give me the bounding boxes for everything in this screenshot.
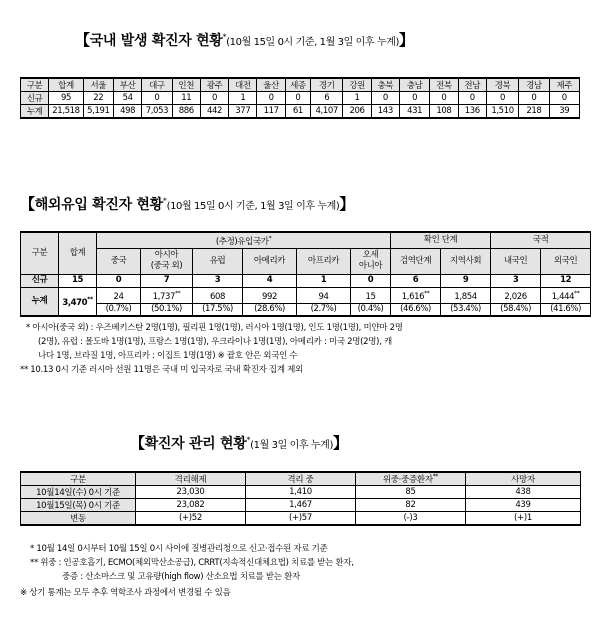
domestic-header-cell: 구분 [21, 78, 49, 92]
domestic-header-cell: 경기 [311, 78, 343, 92]
imported-cum-total-mark: ** [87, 296, 93, 304]
table-cell: 신규 [21, 92, 49, 105]
domestic-header-cell: 부산 [113, 78, 141, 92]
table-cell: 0 [371, 92, 399, 105]
table-cell: (46.6%) [391, 303, 441, 316]
cum-value: 2,026 [504, 291, 527, 302]
table-cell: 누계 [21, 287, 59, 316]
management-note-2: ** 위중 : 인공호흡기, ECMO(체외막산소공급), CRRT(지속적신대체요법) 치료를 받는 환자, [30, 558, 354, 568]
management-note-3: 중증 : 산소마스크 및 고유량(high flow) 산소요법 치료를 받는 환자 [62, 572, 300, 582]
cum-value: 15 [365, 291, 376, 302]
imported-header-cell: 아메리카 [243, 248, 297, 274]
table-cell: (+)52 [136, 512, 246, 526]
section-title-imported: 【해외유입 확진자 현황*(10월 15일 0시 기준, 1월 3일 이후 누계)】 [20, 195, 355, 213]
table-cell: (53.4%) [441, 303, 491, 316]
table-cell: (2.7%) [297, 303, 351, 316]
imported-header-row-1 [21, 232, 591, 248]
imported-new-row [21, 274, 591, 287]
cum-mark: ** [175, 289, 181, 297]
domestic-header-cell: 전북 [430, 78, 458, 92]
table-cell: 0 [549, 92, 579, 105]
table-cell [391, 287, 441, 303]
table-cell: (28.6%) [243, 303, 297, 316]
table-cell: 10월14일(수) 0시 기준 [21, 486, 136, 499]
management-header-cell: 격리 중 [246, 472, 356, 486]
table-cell: 0 [142, 92, 172, 105]
table-cell: 61 [285, 105, 310, 119]
domestic-header-cell: 대구 [142, 78, 172, 92]
table-cell [193, 287, 243, 303]
domestic-header-cell: 합계 [49, 78, 83, 92]
cum-mark: ** [424, 289, 430, 297]
imported-note-2: (2명), 유럽 : 몰도바 1명(1명), 프랑스 1명(1명), 우크라이나 1명(1명), 아메리카 : 미국 2명(2명), 캐 [38, 337, 392, 347]
domestic-header-cell: 경남 [519, 78, 549, 92]
table-cell: 7 [141, 274, 193, 287]
table-cell: 438 [466, 486, 581, 499]
table-cell [97, 287, 141, 303]
management-note-1: * 10월 14일 0시부터 10월 15일 0시 사이에 질병관리청으로 신고·접수된 자료 기준 [30, 544, 328, 554]
management-row-oct14 [21, 486, 581, 499]
imported-header-row-2 [21, 248, 591, 274]
table-cell [441, 287, 491, 303]
domestic-header-cell: 충남 [399, 78, 429, 92]
management-header-cell: 사망자 [466, 472, 581, 486]
table-cell [243, 287, 297, 303]
imported-header-region [97, 232, 391, 248]
table-cell: 54 [113, 92, 141, 105]
table-cell: 4 [243, 274, 297, 287]
management-title-mark: * [246, 435, 251, 445]
imported-percent-row [21, 303, 591, 316]
management-row-oct15 [21, 499, 581, 512]
table-cell: (-)3 [356, 512, 466, 526]
table-cell: 신규 [21, 274, 59, 287]
table-cell: 108 [430, 105, 458, 119]
table-cell: 377 [229, 105, 257, 119]
management-header-cell: 격리해제 [136, 472, 246, 486]
imported-header-region-label: (추정)유입국가 [215, 236, 269, 247]
management-title: 확진자 관리 현황 [144, 436, 247, 452]
table-cell: 21,518 [49, 105, 83, 119]
management-subtitle: (1월 3일 이후 누계) [250, 440, 333, 451]
table-cell: 누계 [21, 105, 49, 119]
table-cell: (58.4%) [491, 303, 541, 316]
domestic-header-cell: 충북 [371, 78, 399, 92]
domestic-header-cell: 세종 [285, 78, 310, 92]
domestic-title: 국내 발생 확진자 현황 [89, 33, 223, 49]
imported-header-cell: 지역사회 [441, 248, 491, 274]
management-note-4: ※ 상기 통계는 모두 추후 역학조사 과정에서 변경될 수 있음 [20, 588, 231, 598]
table-cell: 431 [399, 105, 429, 119]
table-cell [541, 287, 591, 303]
table-cell: 1,410 [246, 486, 356, 499]
table-cell: 442 [200, 105, 228, 119]
domestic-header-cell: 인천 [172, 78, 200, 92]
table-cell: 7,053 [142, 105, 172, 119]
table-cell: 82 [356, 499, 466, 512]
table-cell: (+)57 [246, 512, 356, 526]
table-cell: 5,191 [83, 105, 113, 119]
imported-header-nation: 국적 [491, 232, 591, 248]
management-header-cell: 구분 [21, 472, 136, 486]
cum-value: 992 [261, 291, 278, 302]
domestic-header-cell: 울산 [257, 78, 285, 92]
cum-value: 1,616 [401, 291, 425, 302]
table-cell: 22 [83, 92, 113, 105]
table-cell: 498 [113, 105, 141, 119]
imported-header-cell: 중국 [97, 248, 141, 274]
imported-header-total: 합계 [59, 232, 97, 274]
table-cell: (0.4%) [351, 303, 391, 316]
table-cell [351, 287, 391, 303]
domestic-table [20, 77, 580, 119]
table-cell: 136 [458, 105, 486, 119]
table-cell: 1 [229, 92, 257, 105]
table-cell: 85 [356, 486, 466, 499]
table-cell: (50.1%) [141, 303, 193, 316]
table-cell [491, 287, 541, 303]
table-cell: 39 [549, 105, 579, 119]
domestic-title-mark: * [222, 32, 227, 42]
imported-title-mark: * [162, 196, 167, 206]
domestic-header-cell: 전남 [458, 78, 486, 92]
domestic-cumulative-row [21, 105, 580, 119]
imported-header-asia-sub: (중국 외) [150, 261, 183, 272]
table-cell: 0 [285, 92, 310, 105]
management-header-serious: 위중·중증환자 [382, 475, 433, 485]
table-cell: 0 [257, 92, 285, 105]
table-cell: 4,107 [311, 105, 343, 119]
management-row-change [21, 512, 581, 526]
table-cell: 6 [391, 274, 441, 287]
table-cell: 117 [257, 105, 285, 119]
table-cell: 3 [193, 274, 243, 287]
table-cell: 0 [430, 92, 458, 105]
imported-header-oceania-sub: 아니아 [358, 261, 383, 272]
table-cell: (17.5%) [193, 303, 243, 316]
table-cell: 1,510 [486, 105, 518, 119]
table-cell: 439 [466, 499, 581, 512]
table-cell: 0 [519, 92, 549, 105]
table-cell: 1 [343, 92, 371, 105]
table-cell: (+)1 [466, 512, 581, 526]
imported-header-cell: 아프리카 [297, 248, 351, 274]
table-cell: 10월15일(목) 0시 기준 [21, 499, 136, 512]
domestic-header-cell: 광주 [200, 78, 228, 92]
table-cell: 218 [519, 105, 549, 119]
domestic-header-row [21, 78, 580, 92]
imported-header-asia: 아시아 [154, 250, 179, 261]
table-cell: 95 [49, 92, 83, 105]
imported-subtitle: (10월 15일 0시 기준, 1월 3일 이후 누계) [166, 201, 340, 212]
table-cell [59, 287, 97, 316]
table-cell: 0 [351, 274, 391, 287]
management-table [20, 471, 581, 526]
table-cell: 0 [486, 92, 518, 105]
cum-value: 1,854 [454, 291, 477, 302]
imported-note-3: 나다 1명, 브라질 1명, 아프리카 : 이집트 1명(1명) ※ 괄호 안은 외국인 수 [38, 351, 298, 361]
management-header-cell [356, 472, 466, 486]
table-cell: 0 [399, 92, 429, 105]
domestic-header-cell: 대전 [229, 78, 257, 92]
table-cell: (0.7%) [97, 303, 141, 316]
cum-value: 24 [113, 291, 124, 302]
table-cell: 0 [200, 92, 228, 105]
table-cell: 1,467 [246, 499, 356, 512]
domestic-header-cell: 경북 [486, 78, 518, 92]
imported-header-cell: 유럽 [193, 248, 243, 274]
imported-header-cell [351, 248, 391, 274]
domestic-subtitle: (10월 15일 0시 기준, 1월 3일 이후 누계) [226, 37, 399, 48]
imported-header-gubun: 구분 [21, 232, 59, 274]
imported-title: 해외유입 확진자 현황 [34, 197, 163, 213]
management-header-row [21, 472, 581, 486]
cum-value: 608 [209, 291, 226, 302]
domestic-new-row [21, 92, 580, 105]
table-cell: 12 [541, 274, 591, 287]
table-cell: 23,082 [136, 499, 246, 512]
domestic-header-cell: 서울 [83, 78, 113, 92]
management-header-serious-mark: ** [432, 473, 439, 481]
table-cell: 0 [97, 274, 141, 287]
imported-cumulative-row [21, 287, 591, 303]
cum-value: 94 [318, 291, 329, 302]
imported-header-cell: 검역단계 [391, 248, 441, 274]
domestic-header-cell: 제주 [549, 78, 579, 92]
imported-header-region-mark: * [268, 235, 272, 242]
section-title-management: 【확진자 관리 현황*(1월 3일 이후 누계)】 [130, 434, 348, 452]
imported-header-cell [141, 248, 193, 274]
table-cell: 6 [311, 92, 343, 105]
section-title-domestic: 【국내 발생 확진자 현황*(10월 15일 0시 기준, 1월 3일 이후 누계)】 [75, 31, 414, 49]
imported-header-stage: 확인 단계 [391, 232, 491, 248]
table-cell: 206 [343, 105, 371, 119]
imported-table [20, 231, 591, 317]
domestic-header-cell: 강원 [343, 78, 371, 92]
table-cell: 변동 [21, 512, 136, 526]
imported-note-1: * 아시아(중국 외) : 우즈베키스탄 2명(1명), 필리핀 1명(1명), 러시아 1명(1명), 인도 1명(1명), 미얀마 2명 [26, 323, 403, 333]
cum-value: 1,737 [152, 291, 176, 302]
table-cell: 886 [172, 105, 200, 119]
cum-value: 1,444 [551, 291, 575, 302]
table-cell: (41.6%) [541, 303, 591, 316]
imported-header-cell: 외국인 [541, 248, 591, 274]
imported-cum-total: 3,470 [62, 297, 88, 308]
imported-note-4: ** 10.13 0시 기준 러시아 선원 11명은 국내 미 입국자로 국내 확진자 집계 제외 [20, 365, 303, 375]
table-cell: 1 [297, 274, 351, 287]
imported-header-oceania: 오세 [362, 250, 379, 261]
table-cell: 3 [491, 274, 541, 287]
table-cell: 11 [172, 92, 200, 105]
imported-header-cell: 내국인 [491, 248, 541, 274]
table-cell: 23,030 [136, 486, 246, 499]
table-cell: 0 [458, 92, 486, 105]
table-cell: 143 [371, 105, 399, 119]
cum-mark: ** [574, 289, 580, 297]
table-cell: 9 [441, 274, 491, 287]
table-cell: 15 [59, 274, 97, 287]
table-cell [141, 287, 193, 303]
table-cell [297, 287, 351, 303]
